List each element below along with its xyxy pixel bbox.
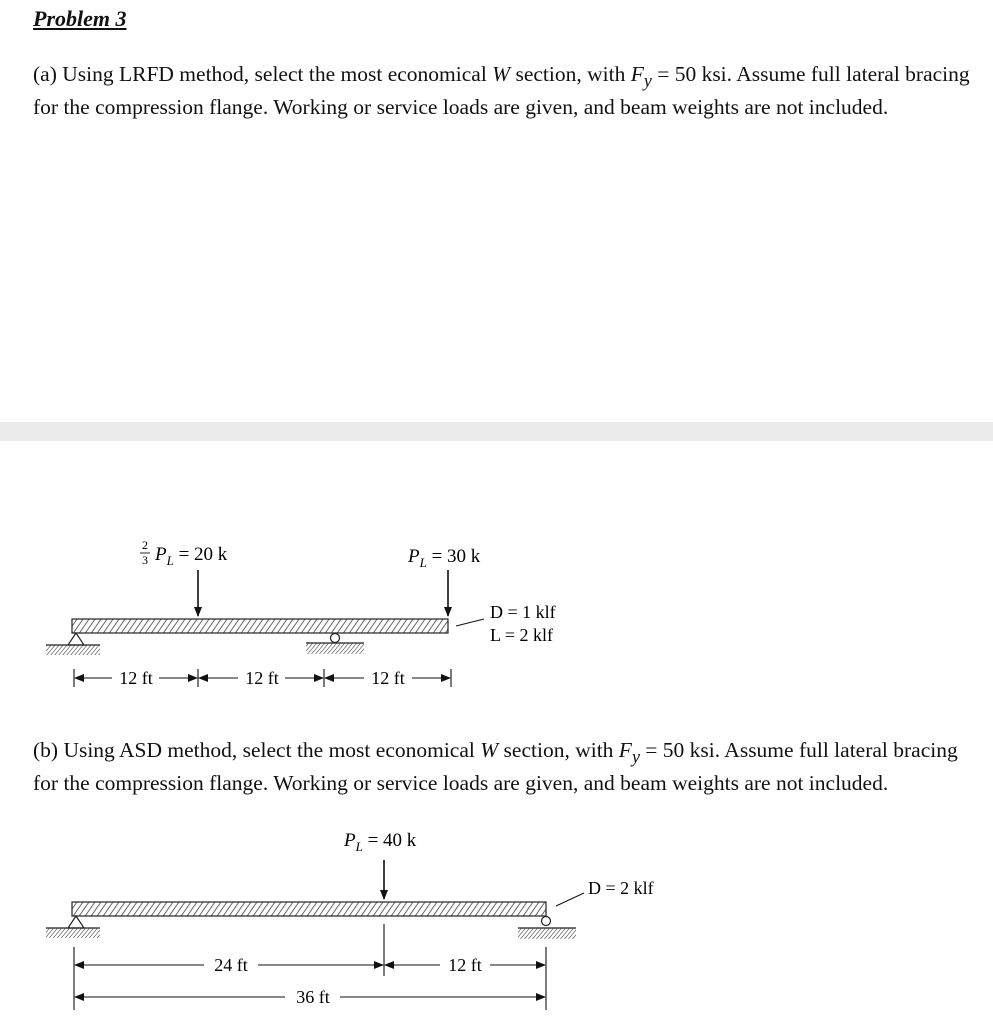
- frac-num-a: 2: [142, 538, 148, 552]
- problem-title: Problem 3: [33, 6, 127, 31]
- load-symbol-b: P: [344, 830, 356, 851]
- distributed-d-b: D = 2 klf: [588, 878, 654, 898]
- part-a-w-letter: W: [492, 62, 511, 86]
- distributed-d-a: D = 1 klf: [490, 602, 556, 622]
- roller-support-a: [306, 634, 364, 655]
- distributed-l-a: L = 2 klf: [490, 625, 553, 645]
- part-a-text-3: = 50 ksi. Assume full lateral bracing for the compression flange. Working or service loads are given, and beam weights are not included.: [33, 62, 970, 120]
- part-b-text-2: section, with: [498, 738, 619, 762]
- dim-1-b: 24 ft: [214, 955, 248, 975]
- part-a-fy-letter: F: [630, 62, 644, 86]
- part-b-w-letter: W: [480, 738, 499, 762]
- svg-text:PL = 40 k: [343, 830, 417, 854]
- figure-b: [46, 830, 654, 1010]
- part-a-text-2: section, with: [510, 62, 631, 86]
- part-b-text-3: = 50 ksi. Assume full lateral bracing for the compression flange. Working or service loads are given, and beam weights are not included.: [33, 738, 958, 796]
- part-b-text-1: (b) Using ASD method, select the most economical: [33, 738, 481, 762]
- figure-a: [46, 538, 556, 688]
- load-right-value-a: = 30 k: [426, 546, 481, 567]
- svg-text:PL = 30 k: [407, 546, 481, 570]
- load-right-sub-a: L: [419, 555, 427, 570]
- dim-2-a: 12 ft: [245, 668, 279, 688]
- svg-text:PL = 20 k: [154, 544, 228, 568]
- load-left-symbol-a: P: [155, 544, 167, 565]
- load-value-b: = 40 k: [362, 830, 417, 851]
- dim-3-a: 12 ft: [371, 668, 405, 688]
- part-b-fy-sub: y: [631, 746, 640, 767]
- beam-b: [72, 902, 546, 916]
- beam-a: [72, 619, 448, 633]
- dim-2-b: 12 ft: [448, 955, 482, 975]
- load-right-symbol-a: P: [408, 546, 420, 567]
- load-left-value-a: = 20 k: [173, 544, 228, 565]
- part-a-text-1: (a) Using LRFD method, select the most economical: [33, 62, 493, 86]
- load-left-sub-a: L: [166, 553, 174, 568]
- part-b-fy-letter: F: [618, 738, 632, 762]
- pin-support-b: [46, 916, 100, 938]
- load-sub-b: L: [355, 839, 363, 854]
- dim-total-b: 36 ft: [296, 987, 330, 1007]
- part-a-fy-sub: y: [643, 70, 652, 91]
- frac-den-a: 3: [142, 553, 148, 567]
- dim-1-a: 12 ft: [119, 668, 153, 688]
- part-b-statement: [33, 737, 983, 797]
- pin-support-a: [46, 633, 100, 655]
- roller-support-b: [518, 917, 576, 940]
